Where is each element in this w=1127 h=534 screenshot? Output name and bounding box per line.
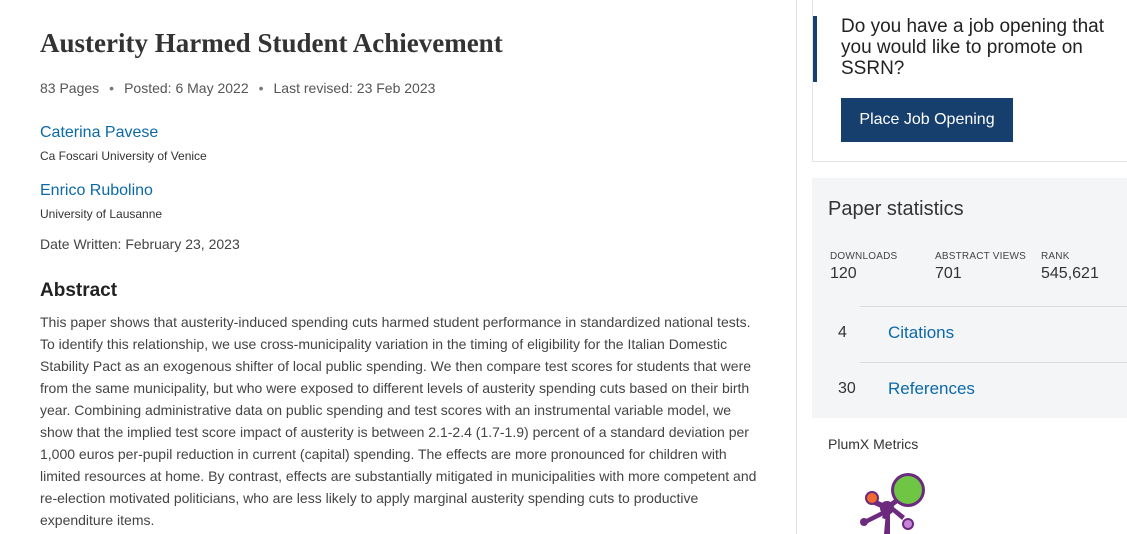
author-affiliation: Ca Foscari University of Venice	[40, 149, 207, 163]
date-written: Date Written: February 23, 2023	[40, 236, 240, 252]
page-count: 83 Pages	[40, 80, 100, 96]
abstract-text: This paper shows that austerity-induced spending cuts harmed student performance in standardized national tests. To identify this relationship, we use cross-municipality variation in the timing of eligibility for the Italian Domestic Stability Pact as an exogenous shifter of local public spending. We then compare test scores for students that were from the same municipality, but who were exposed to different levels of austerity spending cuts based on their birth year. Combining administrative data on public spending and test scores with an instrumental variable model, we show that the implied test score impact of austerity is between 2.1-2.4 (1.7-1.9) percent of a standard deviation per 1,000 euros per-pupil reduction in current (capital) spending. The effects are more pronounced for children with limited resources at home. By contrast, effects are substantially mitigated in municipalities with more competent and re-election motivated politicians, who are less likely to apply marginal austerity spending cuts to productive expenditure items.	[40, 314, 757, 528]
separator-dot: •	[109, 80, 115, 96]
place-job-opening-button[interactable]: Place Job Opening	[841, 98, 1013, 142]
stat-label: DOWNLOADS	[830, 251, 898, 262]
citations-link[interactable]: Citations	[888, 323, 955, 342]
references-row	[838, 362, 1127, 418]
separator-dot: •	[258, 80, 264, 96]
column-divider	[796, 0, 797, 534]
stat-label: ABSTRACT VIEWS	[935, 251, 1026, 262]
stat-downloads	[830, 251, 897, 283]
stat-abstract-views	[935, 251, 1026, 283]
posted-date: Posted: 6 May 2022	[124, 80, 249, 96]
citations-count: 4	[838, 324, 847, 341]
revised-date: Last revised: 23 Feb 2023	[273, 80, 436, 96]
job-promo-accent-bar	[813, 16, 817, 82]
stat-value: 120	[830, 265, 857, 282]
job-promo-box	[812, 0, 1127, 162]
author-link-caterina-pavese[interactable]: Caterina Pavese	[40, 124, 159, 141]
paper-statistics-panel	[812, 178, 1127, 418]
stat-rank	[1041, 251, 1099, 283]
abstract-heading: Abstract	[40, 280, 118, 301]
plumx-logo-icon[interactable]	[852, 468, 932, 534]
paper-statistics-title: Paper statistics	[828, 198, 964, 220]
plumx-metrics-label: PlumX Metrics	[828, 436, 919, 452]
author-link-enrico-rubolino[interactable]: Enrico Rubolino	[40, 182, 153, 199]
stat-value: 545,621	[1041, 265, 1099, 282]
references-count: 30	[838, 380, 856, 397]
references-link[interactable]: References	[888, 379, 975, 398]
paper-meta	[40, 80, 435, 96]
citations-row	[838, 306, 1127, 362]
author-affiliation: University of Lausanne	[40, 207, 163, 221]
page-title: Austerity Harmed Student Achievement	[40, 28, 503, 58]
job-promo-text: Do you have a job opening that you would like to promote on SSRN?	[841, 16, 1105, 79]
stat-label: RANK	[1041, 251, 1070, 262]
stat-value: 701	[935, 265, 962, 282]
